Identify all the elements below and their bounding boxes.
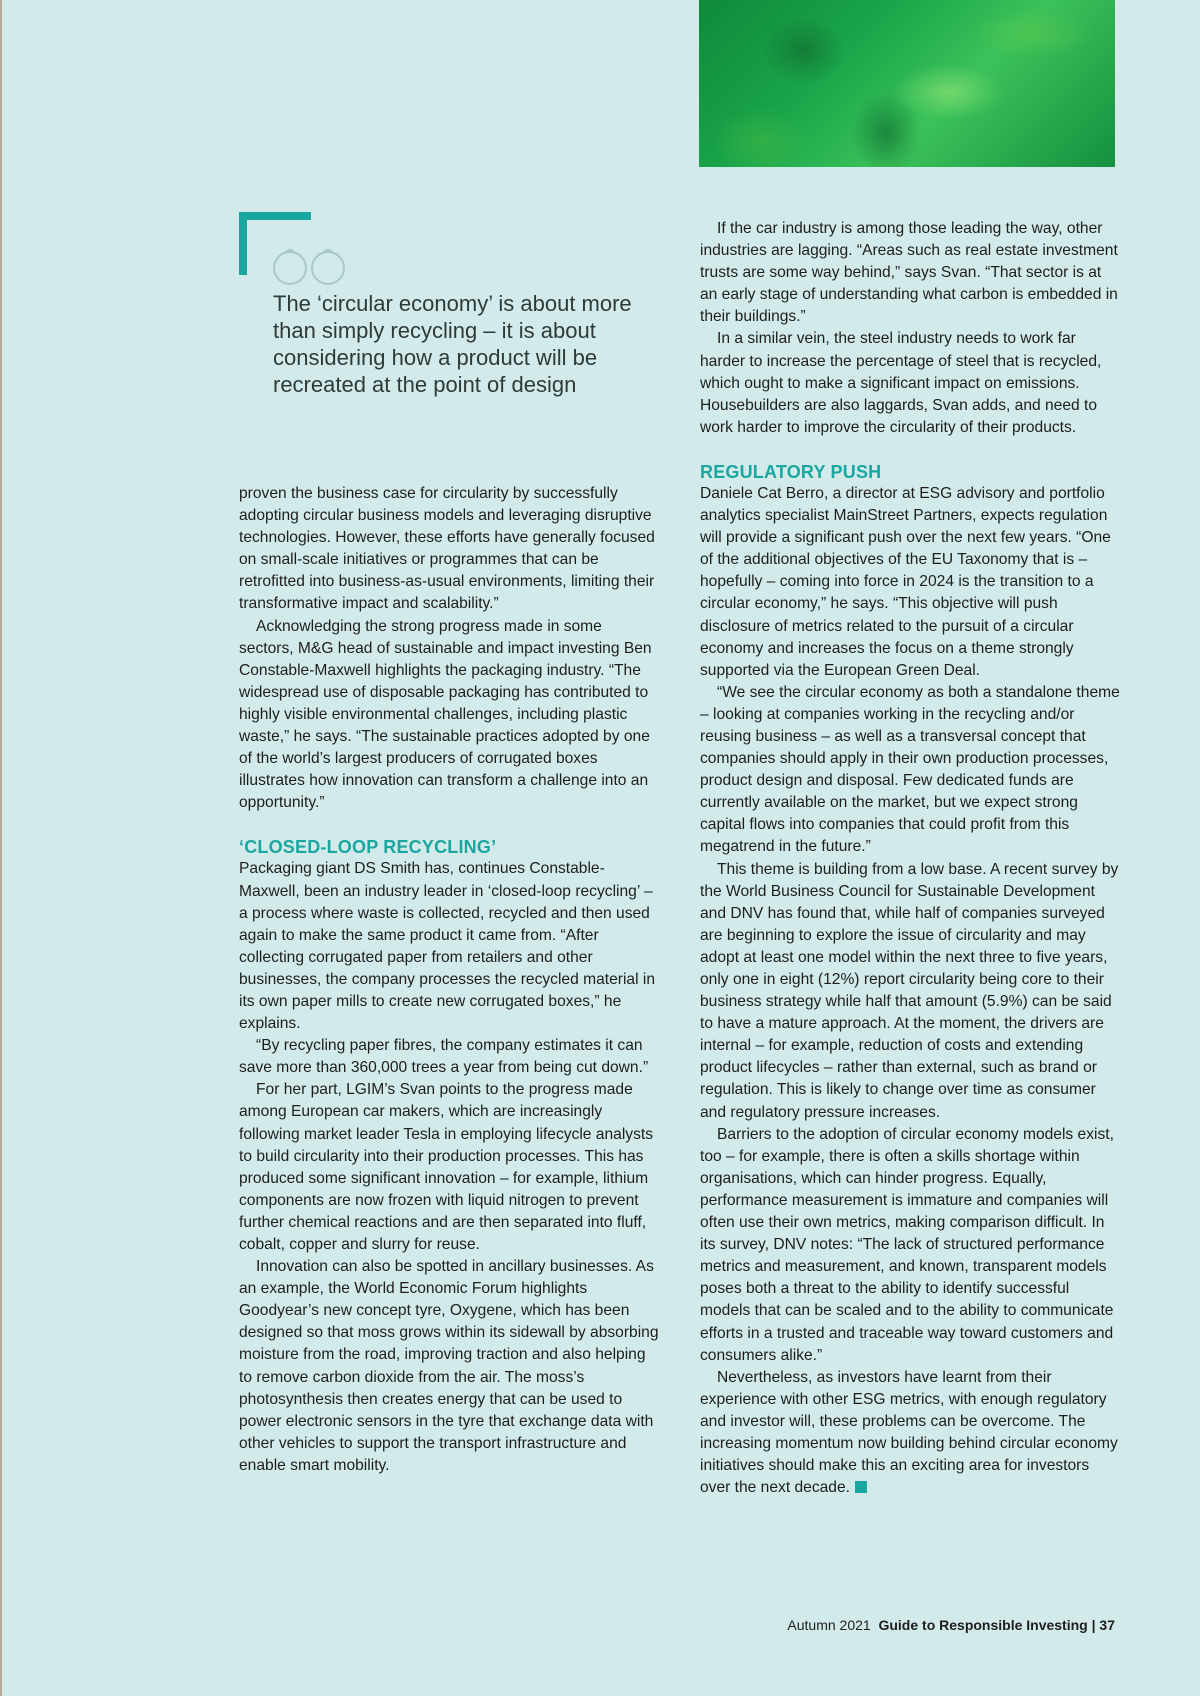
paragraph: Acknowledging the strong progress made in some sectors, M&G head of sustainable and impact investing Ben Constable-Maxwell highlights the packaging industry. “The widespread use of disposable packaging has contributed to highly visible environmental challenges, including plastic waste,” he says. “The sustainable practices adopted by one of the world’s largest producers of corrugated boxes illustrates how innovation can transform a challenge into an opportunity.” xyxy=(239,617,652,812)
quote-bracket xyxy=(239,212,311,220)
quote-mark-icon xyxy=(272,248,348,286)
footer-separator: | xyxy=(1091,1617,1096,1633)
paragraph: Packaging giant DS Smith has, continues Constable-Maxwell, been an industry leader in ‘closed-loop recycling’ – a process where waste is collected, recycled and then used again to make the same product it came from. “After collecting corrugated paper from retailers and other businesses, the company processes the recycled material in its own paper mills to create new corrugated boxes,” he explains. xyxy=(239,860,656,1033)
paragraph: Innovation can also be spotted in ancillary businesses. As an example, the World Economic Forum highlights Goodyear’s new concept tyre, Oxygene, which has been designed so that moss grows within its sidewall by absorbing moisture from the road, improving traction and also helping to remove carbon dioxide from the air. The moss’s photosynthesis then creates energy that can be used to power electronic sensors in the tyre that exchange data with other vehicles to support the transport infrastructure and enable smart mobility. xyxy=(239,1258,659,1474)
paragraph: proven the business case for circularity by successfully adopting circular business models and leveraging disruptive technologies. However, these efforts have generally focused on small-scale initiatives or programmes that can be retrofitted into business-as-usual environments, limiting their transformative impact and scalability.” xyxy=(239,485,655,613)
section-heading: ‘CLOSED-LOOP RECYCLING’ xyxy=(239,837,497,858)
page-footer xyxy=(787,1615,1115,1635)
end-mark-icon xyxy=(855,1481,867,1493)
footer-publication: Guide to Responsible Investing xyxy=(878,1617,1088,1633)
section-heading: REGULATORY PUSH xyxy=(700,461,882,482)
paragraph: “We see the circular economy as both a standalone theme – looking at companies working in the recycling and/or reusing business – as well as a transversal concept that companies should apply in their own production processes, product design and disposal. Few dedicated funds are currently available on the market, but we expect strong capital flows into companies that could profit from this megatrend in the future.” xyxy=(700,683,1120,856)
paragraph: Daniele Cat Berro, a director at ESG advisory and portfolio analytics specialist MainStreet Partners, expects regulation will provide a significant push over the next few years. “One of the additional objectives of the EU Taxonomy that is – hopefully – coming into force in 2024 is the transition to a circular economy,” he says. “This objective will push disclosure of metrics related to the pursuit of a circular economy and increases the focus on a theme strongly supported via the European Green Deal. xyxy=(700,484,1111,679)
paragraph-text: Nevertheless, as investors have learnt from their experience with other ESG metrics, with enough regulatory and investor will, these problems can be overcome. The increasing momentum now building behind circular economy initiatives should make this an exciting area for investors over the next decade. xyxy=(700,1368,1118,1497)
paragraph: Barriers to the adoption of circular economy models exist, too – for example, there is often a skills shortage within organisations, which can hinder progress. Equally, performance measurement is immature and companies will often use their own metrics, making comparison difficult. In its survey, DNV notes: “The lack of structured performance metrics and measurement, and known, transparent models poses both a threat to the ability to identify successful models that can be scaled and to the ability to communicate efforts in a trusted and traceable way toward customers and consumers alike.” xyxy=(700,1125,1114,1364)
quote-bracket-vertical xyxy=(239,212,247,275)
paragraph: This theme is building from a low base. A recent survey by the World Business Council for Sustainable Development and DNV has found that, while half of companies surveyed are beginning to explore the issue of circularity and may adopt at least one model within the next three to five years, only one in eight (12%) report circularity being core to their business strategy while half that amount (5.9%) can be said to have a mature approach. At the moment, the drivers are internal – for example, reduction of costs and extending product lifecycles – rather than external, such as brand or regulation. This is likely to change over time as consumer and regulatory pressure increases. xyxy=(700,860,1119,1121)
paragraph: If the car industry is among those leading the way, other industries are lagging. “Areas such as real estate investment trusts are some way behind,” says Svan. “That sector is at an early stage of understanding what carbon is embedded in their buildings.” xyxy=(700,220,1118,326)
green-abstract-image xyxy=(699,0,1115,167)
paragraph: For her part, LGIM’s Svan points to the progress made among European car makers, which are increasingly following market leader Tesla in employing lifecycle analysts to build circularity into their production processes. This has produced some significant innovation – for example, lithium components are now frozen with liquid nitrogen to prevent further chemical reactions and are then separated into fluff, cobalt, copper and slurry for reuse. xyxy=(239,1081,654,1253)
pull-quote: The ‘circular economy’ is about more than simply recycling – it is about considering how a product will be recreated at the point of design xyxy=(273,291,632,397)
paragraph: “By recycling paper fibres, the company estimates it can save more than 360,000 trees a year from being cut down.” xyxy=(239,1037,649,1077)
paragraph-final xyxy=(700,1367,1120,1500)
left-column xyxy=(239,483,659,1477)
right-column xyxy=(700,218,1120,1499)
paragraph: In a similar vein, the steel industry needs to work far harder to increase the percentage of steel that is recycled, which ought to make a significant impact on emissions. Housebuilders are also laggards, Svan adds, and need to work harder to improve the circularity of their products. xyxy=(700,330,1102,436)
footer-season: Autumn 2021 xyxy=(787,1617,871,1633)
page-number: 37 xyxy=(1099,1617,1115,1633)
page-edge xyxy=(0,0,2,1696)
